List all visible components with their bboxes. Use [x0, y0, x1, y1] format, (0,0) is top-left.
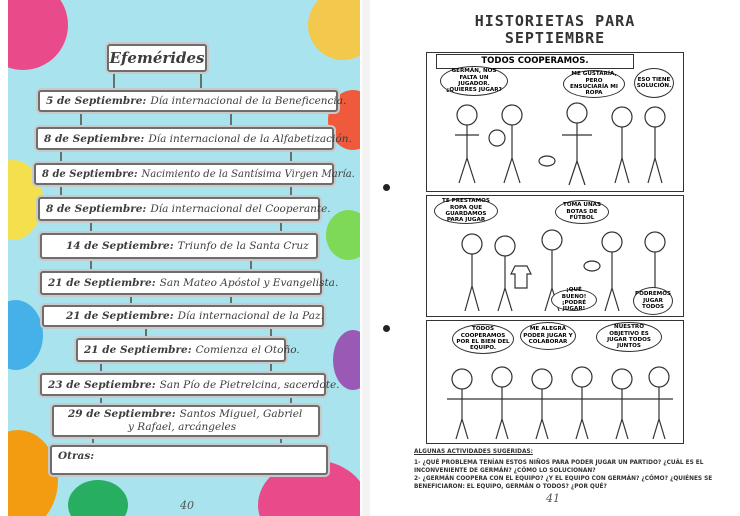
speech-bubble: ¡QUÉ BUENO! ¡PODRÉ JUGAR!	[551, 289, 597, 311]
speech-bubble: PODREMOS JUGAR TODOS	[633, 287, 673, 315]
speech-bubble: ME ALEGRA PODER JUGAR Y COLABORAR	[520, 322, 576, 350]
decor-circle	[326, 210, 360, 260]
efemeride-text: y Rafael, arcángeles	[128, 421, 237, 433]
efemeride-item	[34, 163, 355, 185]
binder-hole	[383, 325, 390, 332]
efemeride-text: Santos Miguel, Gabriel	[179, 408, 303, 421]
efemeride-date: 5 de Septiembre:	[46, 95, 147, 107]
connector-line	[200, 70, 202, 92]
efemeride-item	[40, 271, 339, 295]
efemeride-item	[40, 373, 340, 396]
left-page	[0, 0, 362, 516]
efemeride-date: 21 de Septiembre:	[66, 310, 174, 322]
efemeride-date: 14 de Septiembre:	[66, 240, 174, 252]
decor-circle	[308, 0, 360, 60]
efemeride-text: San Mateo Apóstol y Evangelista.	[159, 277, 339, 289]
activity-item: 2- ¿GERMÁN COOPERA CON EL EQUIPO? ¿Y EL EQUIPO CON GERMÁN? ¿CÓMO? ¿QUIÉNES SE BENEFICIARON: EL EQUIPO, GERMÁN O TODOS? ¿POR QUÉ?	[414, 476, 713, 490]
page-number-right: 41	[546, 492, 560, 505]
decor-circle	[8, 300, 43, 370]
connector-line	[145, 326, 147, 338]
efemeride-text: Triunfo de la Santa Cruz	[177, 240, 309, 252]
efemeride-date: 8 de Septiembre:	[42, 168, 138, 180]
efemeride-item	[52, 405, 320, 437]
efemeride-text: Comienza el Otoño.	[195, 344, 300, 356]
connector-line	[290, 150, 292, 164]
others-label: Otras:	[58, 450, 95, 462]
page-number-left: 40	[180, 499, 194, 512]
efemeride-item	[38, 197, 331, 221]
efemerides-title-text: Efemérides	[109, 49, 205, 67]
efemeride-text: Nacimiento de la Santísima Virgen María.	[141, 168, 355, 180]
efemeride-text: Día internacional de la Paz.	[177, 310, 324, 322]
speech-bubble: TOMA UNAS BOTAS DE FÚTBOL	[555, 200, 609, 224]
connector-line	[230, 112, 232, 128]
connector-line	[60, 150, 62, 164]
comic-title: TODOS COOPERAMOS.	[436, 54, 634, 69]
decor-circle	[8, 0, 68, 70]
efemeride-item	[40, 233, 318, 259]
connector-line	[80, 112, 82, 128]
efemeride-text: Día internacional del Cooperante.	[150, 203, 331, 215]
efemeride-date: 21 de Septiembre:	[48, 277, 156, 289]
page-title-line1: HISTORIETAS PARA	[474, 12, 636, 30]
others-box	[50, 445, 328, 475]
connector-line	[270, 326, 272, 338]
efemeride-text: San Pío de Pietrelcina, sacerdote.	[159, 378, 340, 391]
efemeride-date: 23 de Septiembre:	[48, 378, 156, 391]
efemeride-date: 29 de Septiembre:	[68, 408, 176, 421]
efemeride-date: 8 de Septiembre:	[46, 203, 147, 215]
efemeride-text: Día internacional de la Beneficencia.	[150, 95, 347, 107]
efemerides-title	[107, 44, 207, 72]
efemeride-line	[68, 408, 302, 421]
activities-title: ALGUNAS ACTIVIDADES SUGERIDAS:	[414, 449, 533, 455]
efemeride-text: Día internacional de la Alfabetización.	[148, 132, 352, 145]
efemeride-item	[36, 127, 352, 150]
page-title-line2: SEPTIEMBRE	[504, 29, 606, 47]
binder-hole	[383, 184, 390, 191]
speech-bubble: TE PRESTAMOS ROPA QUE GUARDAMOS PARA JUGAR	[434, 198, 498, 224]
activity-item: 1- ¿QUÉ PROBLEMA TENÍAN ESTOS NIÑOS PARA PODER JUGAR UN PARTIDO? ¿CUÁL ES EL INCONVENIENTE DE GERMÁN? ¿CÓMO LO SOLUCIONAN?	[414, 460, 704, 474]
speech-bubble: NUESTRO OBJETIVO ES JUGAR TODOS JUNTOS	[596, 322, 662, 352]
speech-bubble: ESO TIENE SOLUCIÓN.	[634, 68, 674, 98]
speech-bubble: GERMÁN, NOS FALTA UN JUGADOR. ¿QUIERES JUGAR?	[440, 66, 508, 96]
decor-circle	[68, 480, 128, 516]
connector-line	[113, 70, 115, 92]
book-spine	[362, 0, 370, 516]
efemeride-item	[42, 305, 324, 327]
speech-bubble: TODOS COOPERAMOS POR EL BIEN DEL EQUIPO.	[452, 324, 514, 354]
efemeride-date: 8 de Septiembre:	[44, 132, 145, 145]
efemeride-item	[76, 338, 300, 362]
efemeride-date: 21 de Septiembre:	[84, 344, 192, 356]
efemeride-item	[38, 90, 347, 112]
speech-bubble: ME GUSTARÍA, PERO ENSUCIARÍA MI ROPA	[563, 70, 625, 98]
